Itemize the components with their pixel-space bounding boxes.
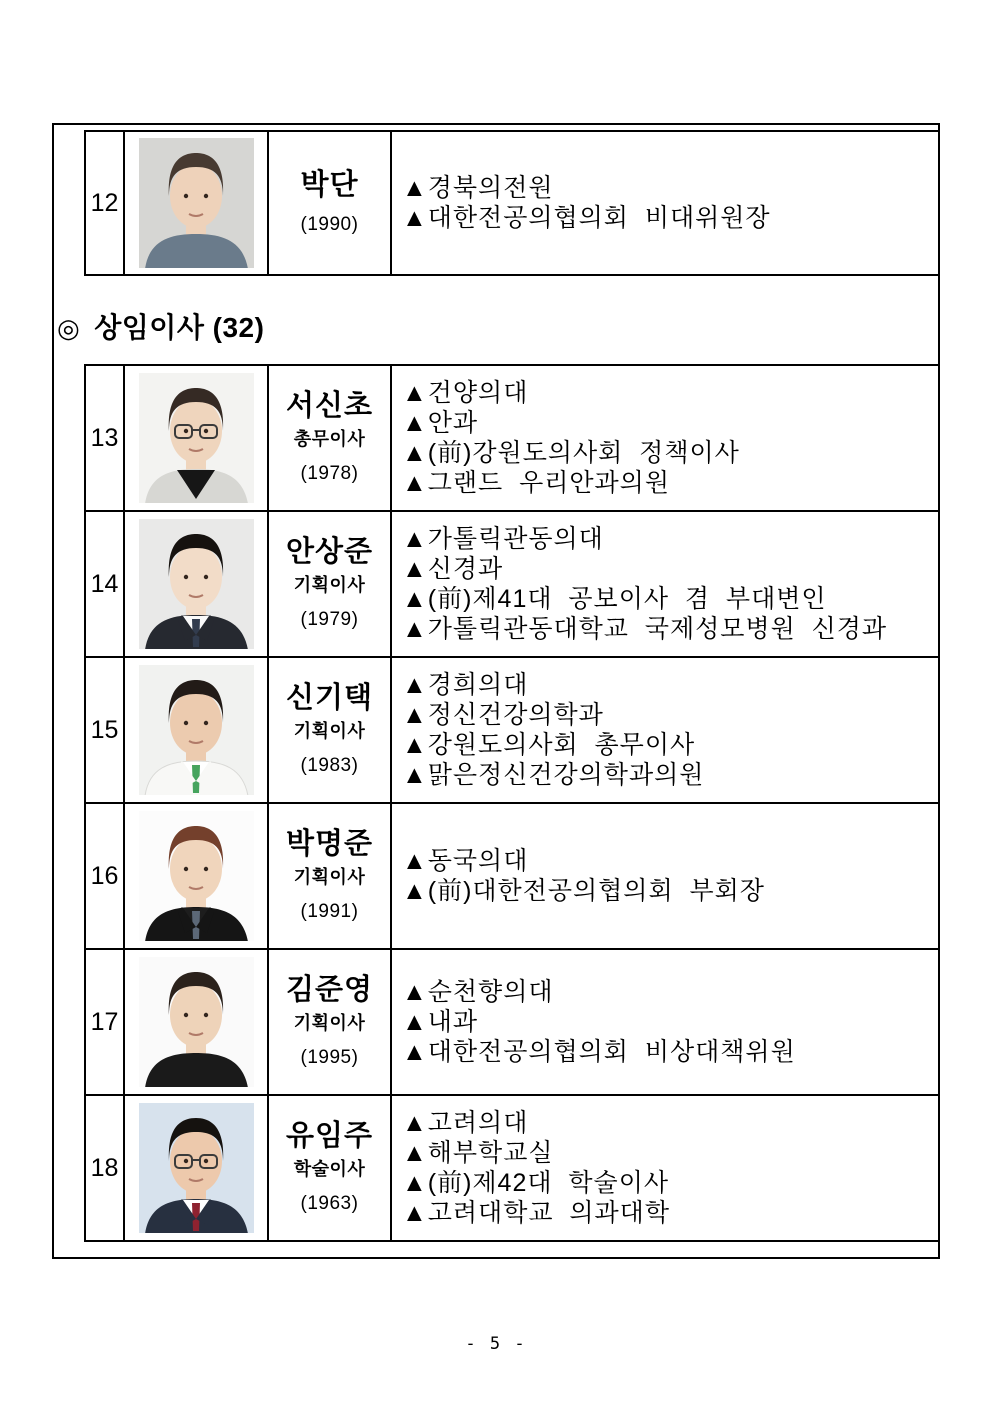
member-credentials <box>402 524 938 644</box>
member-credentials <box>402 378 938 498</box>
member-photo <box>139 1103 254 1233</box>
credential-line: ▲그랜드 우리안과의원 <box>402 469 670 497</box>
credential-line: ▲해부학교실 <box>402 1139 554 1167</box>
member-credentials <box>402 1108 938 1228</box>
member-row <box>85 511 939 657</box>
member-row <box>85 365 939 511</box>
member-row <box>85 803 939 949</box>
credential-line: ▲안과 <box>402 409 479 437</box>
member-photo <box>139 665 254 795</box>
credential-line: ▲경북의전원 <box>402 174 554 202</box>
section-header <box>57 306 264 346</box>
credential-line: ▲(前)대한전공의협의회 부회장 <box>402 877 765 905</box>
member-photo <box>139 957 254 1087</box>
section-title: 상임이사 (32) <box>94 312 265 343</box>
member-birth-year: (1978) <box>300 463 359 485</box>
credential-line: ▲(前)강원도의사회 정책이사 <box>402 439 740 467</box>
member-row <box>85 657 939 803</box>
standing-directors-table <box>84 364 940 1242</box>
carryover-member-table <box>84 130 940 276</box>
member-birth-year: (1995) <box>300 1047 359 1069</box>
member-credentials <box>402 173 938 233</box>
credential-line: ▲강원도의사회 총무이사 <box>402 731 696 759</box>
member-credentials <box>402 846 938 906</box>
member-credentials <box>402 670 938 790</box>
credential-line: ▲고려의대 <box>402 1109 529 1137</box>
member-birth-year: (1990) <box>300 213 359 235</box>
member-name: 서신초 <box>285 389 374 422</box>
credential-line: ▲정신건강의학과 <box>402 701 604 729</box>
member-birth-year: (1991) <box>300 901 359 923</box>
credential-line: ▲맑은정신건강의학과의원 <box>402 761 705 789</box>
credential-line: ▲고려대학교 의과대학 <box>402 1199 670 1227</box>
credential-line: ▲(前)제41대 공보이사 겸 부대변인 <box>402 585 827 613</box>
member-role: 기획이사 <box>293 867 366 888</box>
credential-line: ▲가톨릭관동의대 <box>402 525 604 553</box>
member-role: 기획이사 <box>293 721 366 742</box>
member-number: 15 <box>85 657 124 803</box>
credential-line: ▲대한전공의협의회 비대위원장 <box>402 204 771 232</box>
member-role: 기획이사 <box>293 1013 366 1034</box>
credential-line: ▲건양의대 <box>402 379 529 407</box>
member-role: 학술이사 <box>293 1159 366 1180</box>
credential-line: ▲동국의대 <box>402 847 529 875</box>
member-number: 17 <box>85 949 124 1095</box>
member-row <box>85 1095 939 1241</box>
credential-line: ▲신경과 <box>402 555 504 583</box>
member-birth-year: (1979) <box>300 609 359 631</box>
member-name: 박명준 <box>285 827 374 860</box>
carryover-table-body <box>85 131 939 275</box>
member-name: 신기택 <box>285 681 374 714</box>
member-name: 유임주 <box>285 1119 374 1152</box>
credential-line: ▲가톨릭관동대학교 국제성모병원 신경과 <box>402 615 888 643</box>
member-role: 총무이사 <box>293 429 366 450</box>
credential-line: ▲(前)제42대 학술이사 <box>402 1169 669 1197</box>
member-name: 박단 <box>300 169 359 202</box>
member-number: 18 <box>85 1095 124 1241</box>
member-photo <box>139 138 254 268</box>
credential-line: ▲내과 <box>402 1008 479 1036</box>
member-number: 12 <box>85 131 124 275</box>
member-role: 기획이사 <box>293 575 366 596</box>
member-number: 13 <box>85 365 124 511</box>
section-bullet-icon: ◎ <box>57 313 81 343</box>
member-photo <box>139 811 254 941</box>
member-number: 14 <box>85 511 124 657</box>
credential-line: ▲순천향의대 <box>402 978 554 1006</box>
member-name: 안상준 <box>285 535 374 568</box>
member-credentials <box>402 977 938 1067</box>
member-photo <box>139 373 254 503</box>
member-photo <box>139 519 254 649</box>
credential-line: ▲경희의대 <box>402 671 529 699</box>
member-birth-year: (1963) <box>300 1193 359 1215</box>
member-birth-year: (1983) <box>300 755 359 777</box>
standing-directors-table-body <box>85 365 939 1241</box>
member-number: 16 <box>85 803 124 949</box>
member-name: 김준영 <box>285 973 374 1006</box>
credential-line: ▲대한전공의협의회 비상대책위원 <box>402 1038 796 1066</box>
page-number: - 5 - <box>465 1334 527 1354</box>
member-row <box>85 131 939 275</box>
member-row <box>85 949 939 1095</box>
